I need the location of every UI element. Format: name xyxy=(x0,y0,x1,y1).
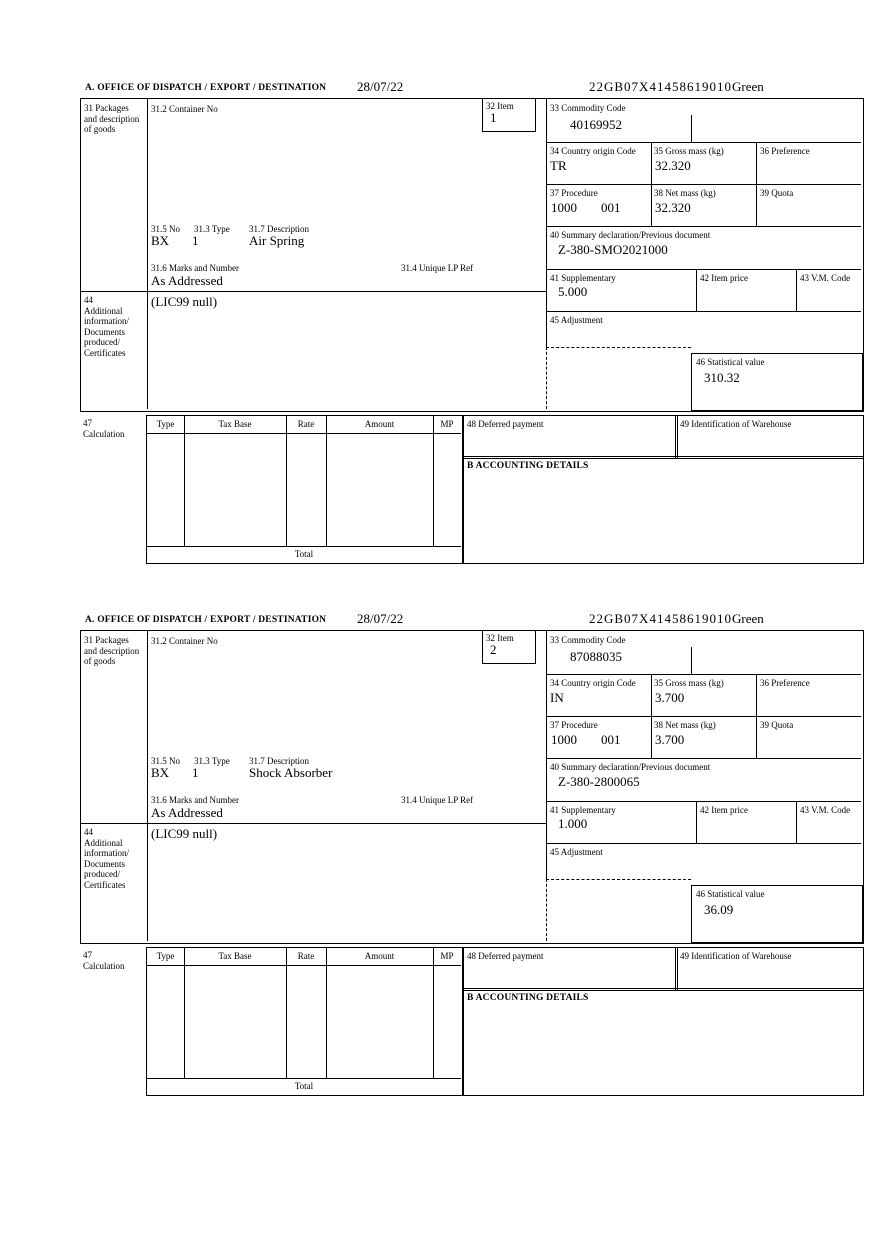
office-of-dispatch-label: A. OFFICE OF DISPATCH / EXPORT / DESTINATION xyxy=(85,615,327,625)
statistical-value-value: 310.32 xyxy=(704,370,740,385)
package-type-label: 31.3 Type xyxy=(194,756,230,766)
divider-line xyxy=(546,184,861,185)
divider-line xyxy=(184,416,185,546)
quota-label: 39 Quota xyxy=(760,188,794,198)
warehouse-id-box xyxy=(675,947,864,991)
divider-line xyxy=(546,99,547,347)
additional-info-label xyxy=(84,827,142,891)
divider-line xyxy=(326,416,327,546)
deferred-payment-box xyxy=(462,415,678,459)
calculation-section xyxy=(80,947,862,1094)
deferred-payment-box xyxy=(462,947,678,991)
packages-description-label: 31 Packages and description of goods xyxy=(84,635,140,667)
divider-line xyxy=(546,674,861,675)
tax-total-label: Total xyxy=(294,1081,314,1091)
item-price-label: 42 Item price xyxy=(700,805,748,815)
divider-line xyxy=(147,1078,461,1079)
commodity-code-value: 87088035 xyxy=(570,649,622,664)
statistical-value-label: 46 Statistical value xyxy=(696,357,765,367)
supplementary-units-label: 41 Supplementary xyxy=(550,273,616,283)
previous-document-label: 40 Summary declaration/Previous document xyxy=(550,762,711,772)
divider-line xyxy=(696,269,697,311)
goods-description-value: Air Spring xyxy=(249,233,305,248)
tax-mp-header: MP xyxy=(440,951,454,961)
quota-label: 39 Quota xyxy=(760,720,794,730)
divider-line xyxy=(147,631,148,941)
goods-item-box xyxy=(80,630,864,944)
section-header xyxy=(80,80,862,98)
marks-numbers-label: 31.6 Marks and Number xyxy=(151,263,239,273)
declaration-item-section xyxy=(80,612,863,1094)
preference-label: 36 Preference xyxy=(760,146,810,156)
declaration-item-section xyxy=(80,80,863,562)
accounting-details-label: B ACCOUNTING DETAILS xyxy=(467,461,589,471)
tax-rate-header: Rate xyxy=(297,419,315,429)
procedure-value-2: 001 xyxy=(601,732,621,747)
package-count-value: BX xyxy=(151,765,170,780)
unique-lp-ref-label: 31.4 Unique LP Ref xyxy=(401,263,474,273)
accounting-details-label: B ACCOUNTING DETAILS xyxy=(467,993,589,1003)
country-origin-label: 34 Country origin Code xyxy=(550,146,636,156)
divider-line xyxy=(546,758,861,759)
divider-line xyxy=(546,843,861,844)
divider-line xyxy=(81,291,546,292)
supplementary-units-value: 1.000 xyxy=(558,816,588,831)
gross-mass-label: 35 Gross mass (kg) xyxy=(654,146,724,156)
divider-line xyxy=(796,801,797,843)
calculation-label xyxy=(83,950,135,971)
tax-base-header: Tax Base xyxy=(218,419,252,429)
divider-line xyxy=(81,823,546,824)
statistical-value-box xyxy=(691,353,863,411)
divider-line xyxy=(546,631,547,879)
previous-document-value: Z-380-SMO2021000 xyxy=(558,242,668,257)
divider-line xyxy=(433,416,434,546)
commodity-code-label: 33 Commodity Code xyxy=(550,635,626,645)
adjustment-label: 45 Adjustment xyxy=(550,315,603,325)
preference-label: 36 Preference xyxy=(760,678,810,688)
dispatch-date: 28/07/22 xyxy=(357,611,404,626)
marks-numbers-label: 31.6 Marks and Number xyxy=(151,795,239,805)
accounting-details-box xyxy=(462,456,864,564)
commodity-code-value: 40169952 xyxy=(570,117,622,132)
net-mass-value: 32.320 xyxy=(655,200,691,215)
divider-line-dashed xyxy=(546,347,547,409)
entry-reference: 22GB07X41458619010 xyxy=(589,611,732,626)
divider-line xyxy=(651,142,652,226)
unique-lp-ref-label: 31.4 Unique LP Ref xyxy=(401,795,474,805)
divider-line xyxy=(756,142,757,226)
previous-document-label: 40 Summary declaration/Previous document xyxy=(550,230,711,240)
tax-type-header: Type xyxy=(156,419,175,429)
item-number-box xyxy=(482,631,536,664)
additional-info-number: 44 xyxy=(84,827,93,837)
divider-line xyxy=(696,801,697,843)
accounting-details-box xyxy=(462,988,864,1096)
divider-line xyxy=(546,142,861,143)
item-number-value: 2 xyxy=(490,642,497,657)
procedure-value-1: 1000 xyxy=(551,732,577,747)
country-origin-value: TR xyxy=(550,158,567,173)
supplementary-units-label: 41 Supplementary xyxy=(550,805,616,815)
additional-info-label xyxy=(84,295,142,359)
dispatch-date: 28/07/22 xyxy=(357,79,404,94)
adjustment-label: 45 Adjustment xyxy=(550,847,603,857)
package-type-value: 1 xyxy=(192,765,199,780)
country-origin-label: 34 Country origin Code xyxy=(550,678,636,688)
goods-description-label: 31.7 Description xyxy=(249,224,309,234)
previous-document-value: Z-380-2800065 xyxy=(558,774,640,789)
additional-info-number: 44 xyxy=(84,295,93,305)
gross-mass-value: 3.700 xyxy=(655,690,685,705)
tax-base-header: Tax Base xyxy=(218,951,252,961)
marks-numbers-value: As Addressed xyxy=(151,805,223,820)
additional-info-value: (LIC99 null) xyxy=(151,826,218,841)
procedure-label: 37 Procedure xyxy=(550,188,598,198)
packages-description-label: 31 Packages and description of goods xyxy=(84,103,140,135)
divider-line xyxy=(286,416,287,546)
commodity-code-label: 33 Commodity Code xyxy=(550,103,626,113)
tax-calculation-table xyxy=(146,415,464,564)
goods-item-box xyxy=(80,98,864,412)
package-count-label: 31.5 No xyxy=(151,756,180,766)
container-no-label: 31.2 Container No xyxy=(151,104,218,114)
calculation-section xyxy=(80,415,862,562)
divider-line xyxy=(651,674,652,758)
office-of-dispatch-label: A. OFFICE OF DISPATCH / EXPORT / DESTINATION xyxy=(85,83,327,93)
divider-line xyxy=(796,269,797,311)
procedure-value-2: 001 xyxy=(601,200,621,215)
tax-amount-header: Amount xyxy=(364,419,395,429)
divider-line xyxy=(546,801,861,802)
marks-numbers-value: As Addressed xyxy=(151,273,223,288)
divider-line xyxy=(756,674,757,758)
item-number-value: 1 xyxy=(490,110,497,125)
route-indicator: Green xyxy=(732,611,764,626)
divider-line xyxy=(546,269,861,270)
net-mass-label: 38 Net mass (kg) xyxy=(654,720,716,730)
tax-type-header: Type xyxy=(156,951,175,961)
warehouse-id-box xyxy=(675,415,864,459)
divider-line xyxy=(546,311,861,312)
item-number-label: 32 Item xyxy=(486,101,514,111)
additional-info-value: (LIC99 null) xyxy=(151,294,218,309)
goods-description-label: 31.7 Description xyxy=(249,756,309,766)
procedure-label: 37 Procedure xyxy=(550,720,598,730)
divider-line xyxy=(184,948,185,1078)
calculation-number: 47 xyxy=(83,418,92,428)
divider-line xyxy=(147,433,461,434)
divider-line xyxy=(147,99,148,409)
divider-line xyxy=(546,716,861,717)
gross-mass-value: 32.320 xyxy=(655,158,691,173)
calculation-label xyxy=(83,418,135,439)
section-header xyxy=(80,612,862,630)
deferred-payment-label: 48 Deferred payment xyxy=(467,951,544,961)
tax-total-label: Total xyxy=(294,549,314,559)
vm-code-label: 43 V.M. Code xyxy=(800,805,851,815)
route-indicator: Green xyxy=(732,79,764,94)
statistical-value-label: 46 Statistical value xyxy=(696,889,765,899)
item-number-box xyxy=(482,99,536,132)
additional-info-text: Additional information/ Documents produced/ Certificates xyxy=(84,305,129,359)
tax-rate-header: Rate xyxy=(297,951,315,961)
divider-line xyxy=(147,965,461,966)
tax-calculation-table xyxy=(146,947,464,1096)
warehouse-id-label: 49 Identification of Warehouse xyxy=(680,419,792,429)
net-mass-label: 38 Net mass (kg) xyxy=(654,188,716,198)
tax-mp-header: MP xyxy=(440,419,454,429)
additional-info-text: Additional information/ Documents produced/ Certificates xyxy=(84,837,129,891)
commodity-code-divider xyxy=(691,115,692,142)
divider-line-dashed xyxy=(546,879,691,880)
package-count-value: BX xyxy=(151,233,170,248)
commodity-code-divider xyxy=(691,647,692,674)
statistical-value-value: 36.09 xyxy=(704,902,734,917)
country-origin-value: IN xyxy=(550,690,564,705)
divider-line xyxy=(286,948,287,1078)
warehouse-id-label: 49 Identification of Warehouse xyxy=(680,951,792,961)
deferred-payment-label: 48 Deferred payment xyxy=(467,419,544,429)
package-type-label: 31.3 Type xyxy=(194,224,230,234)
calculation-text: Calculation xyxy=(83,960,125,971)
tax-amount-header: Amount xyxy=(364,951,395,961)
statistical-value-box xyxy=(691,885,863,943)
goods-description-value: Shock Absorber xyxy=(249,765,333,780)
supplementary-units-value: 5.000 xyxy=(558,284,588,299)
divider-line xyxy=(433,948,434,1078)
container-no-label: 31.2 Container No xyxy=(151,636,218,646)
calculation-text: Calculation xyxy=(83,428,125,439)
divider-line-dashed xyxy=(546,879,547,941)
package-type-value: 1 xyxy=(192,233,199,248)
procedure-value-1: 1000 xyxy=(551,200,577,215)
package-count-label: 31.5 No xyxy=(151,224,180,234)
divider-line-dashed xyxy=(546,347,691,348)
vm-code-label: 43 V.M. Code xyxy=(800,273,851,283)
net-mass-value: 3.700 xyxy=(655,732,685,747)
divider-line xyxy=(147,546,461,547)
entry-reference: 22GB07X41458619010 xyxy=(589,79,732,94)
calculation-number: 47 xyxy=(83,950,92,960)
gross-mass-label: 35 Gross mass (kg) xyxy=(654,678,724,688)
item-number-label: 32 Item xyxy=(486,633,514,643)
item-price-label: 42 Item price xyxy=(700,273,748,283)
divider-line xyxy=(546,226,861,227)
divider-line xyxy=(326,948,327,1078)
